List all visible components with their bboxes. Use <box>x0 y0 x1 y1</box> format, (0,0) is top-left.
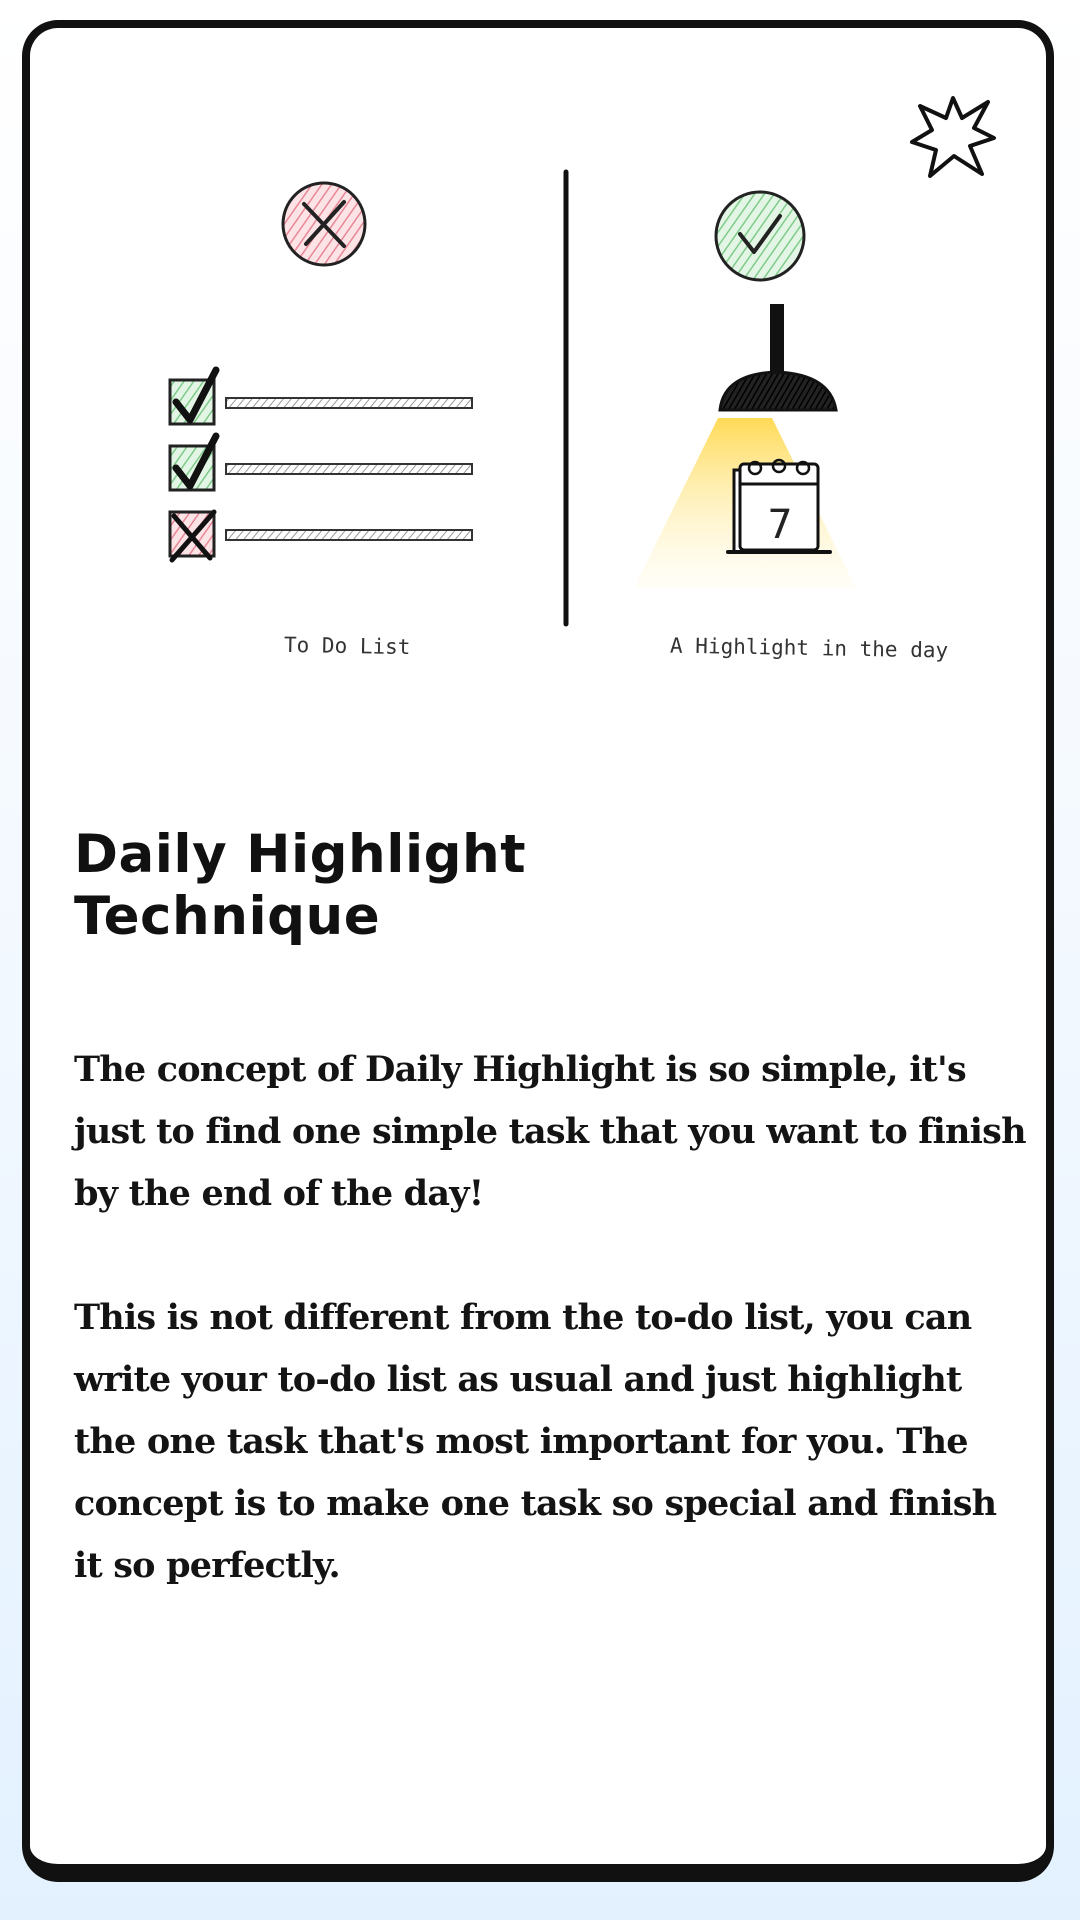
todo-list-caption: To Do List <box>283 632 411 660</box>
page-title: Daily Highlight Technique <box>74 824 527 947</box>
check-circle-icon <box>716 192 804 280</box>
x-circle-icon <box>283 183 365 265</box>
paragraph-detail: This is not different from the to-do list, you can write your to-do list as usual and just highlight the one task that's most important for you. The concept is to make one task so special and finish it so perfectly. <box>74 1297 997 1586</box>
comparison-illustration <box>30 28 1054 728</box>
highlight-caption: A Highlight in the day <box>669 633 949 663</box>
calendar-day: 7 <box>767 502 793 548</box>
todo-checklist-icon <box>170 370 472 560</box>
info-card <box>22 20 1054 1882</box>
calendar-icon <box>728 460 830 552</box>
paragraph-intro: The concept of Daily Highlight is so simple, it's just to find one simple task that you want to finish by the end of the day! <box>74 1049 1026 1214</box>
